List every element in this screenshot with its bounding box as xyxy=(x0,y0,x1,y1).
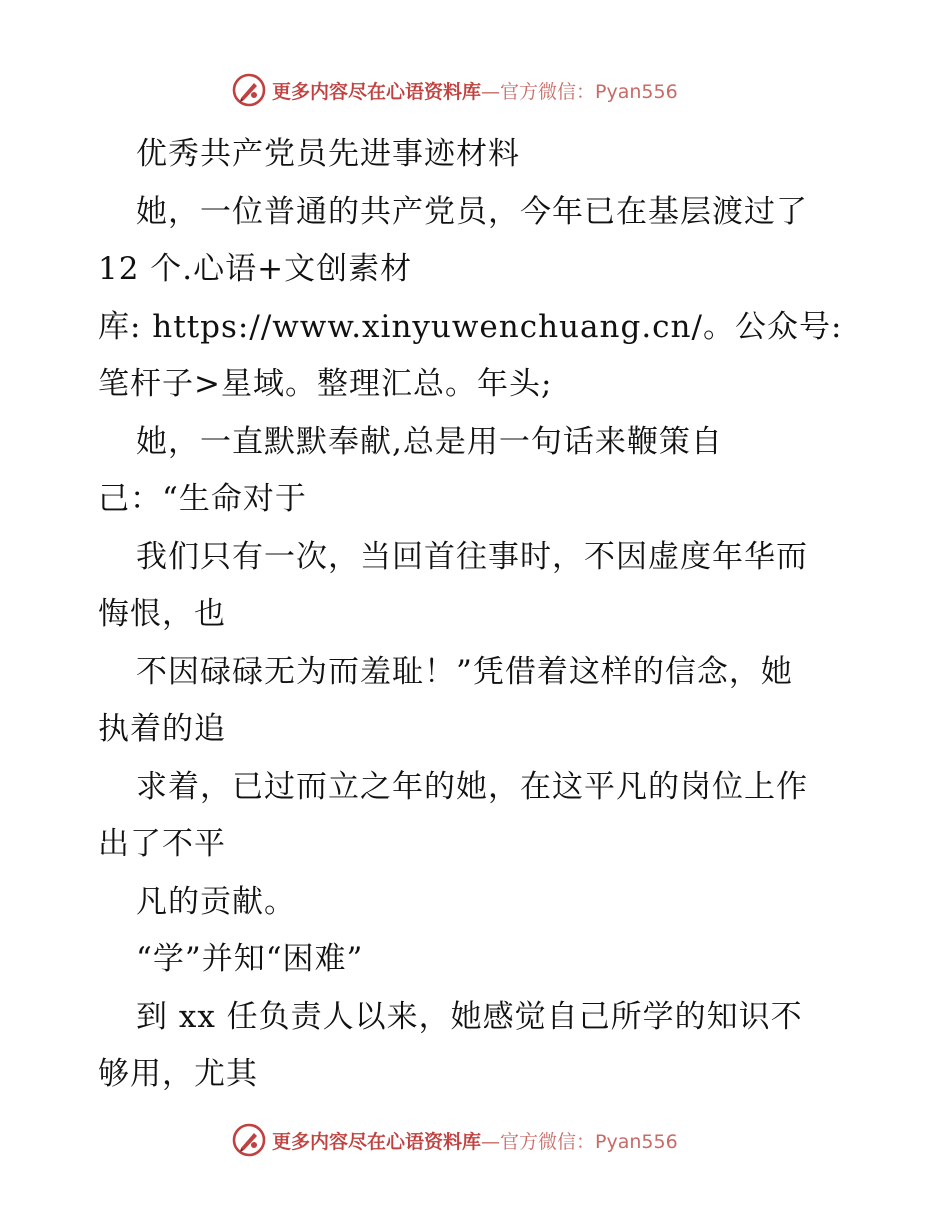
text-line: 优秀共产党员先进事迹材料 xyxy=(136,136,520,172)
footer-banner xyxy=(232,1122,712,1158)
text-line: 够用，尤其 xyxy=(98,1056,258,1092)
text-line: 她，一直默默奉献,总是用一句话来鞭策自 xyxy=(136,423,723,460)
text-line: 12 个.心语+文创素材 xyxy=(98,251,413,287)
text-line: 库: https://www.xinyuwenchuang.cn/。公众号: xyxy=(98,308,843,345)
footer-banner-text: 更多内容尽在心语资料库—官方微信：Pyan556 xyxy=(272,1130,678,1153)
text-line: 笔杆子>星域。整理汇总。年头; xyxy=(98,366,553,402)
text-line: “学”并知“困难” xyxy=(136,941,364,977)
text-line: 悔恨，也 xyxy=(98,596,226,632)
article-body xyxy=(98,126,868,1104)
text-line: 执着的追 xyxy=(98,711,226,747)
text-line: 求着，已过而立之年的她，在这平凡的岗位上作 xyxy=(136,768,808,805)
pen-seal-logo-icon xyxy=(232,1123,266,1157)
text-line: 凡的贡献。 xyxy=(136,883,296,920)
text-line: 己：“生命对于 xyxy=(98,481,307,517)
text-line: 我们只有一次，当回首往事时，不因虚度年华而 xyxy=(136,538,808,575)
text-line: 出了不平 xyxy=(98,826,226,862)
header-banner-text: 更多内容尽在心语资料库—官方微信：Pyan556 xyxy=(272,80,678,103)
text-line: 不因碌碌无为而羞耻！”凭借着这样的信念，她 xyxy=(136,653,793,690)
text-line: 到 xx 任负责人以来，她感觉自己所学的知识不 xyxy=(136,998,803,1035)
pen-seal-logo-icon xyxy=(232,73,266,107)
text-line: 她，一位普通的共产党员，今年已在基层渡过了 xyxy=(136,193,808,230)
header-banner xyxy=(232,72,712,108)
